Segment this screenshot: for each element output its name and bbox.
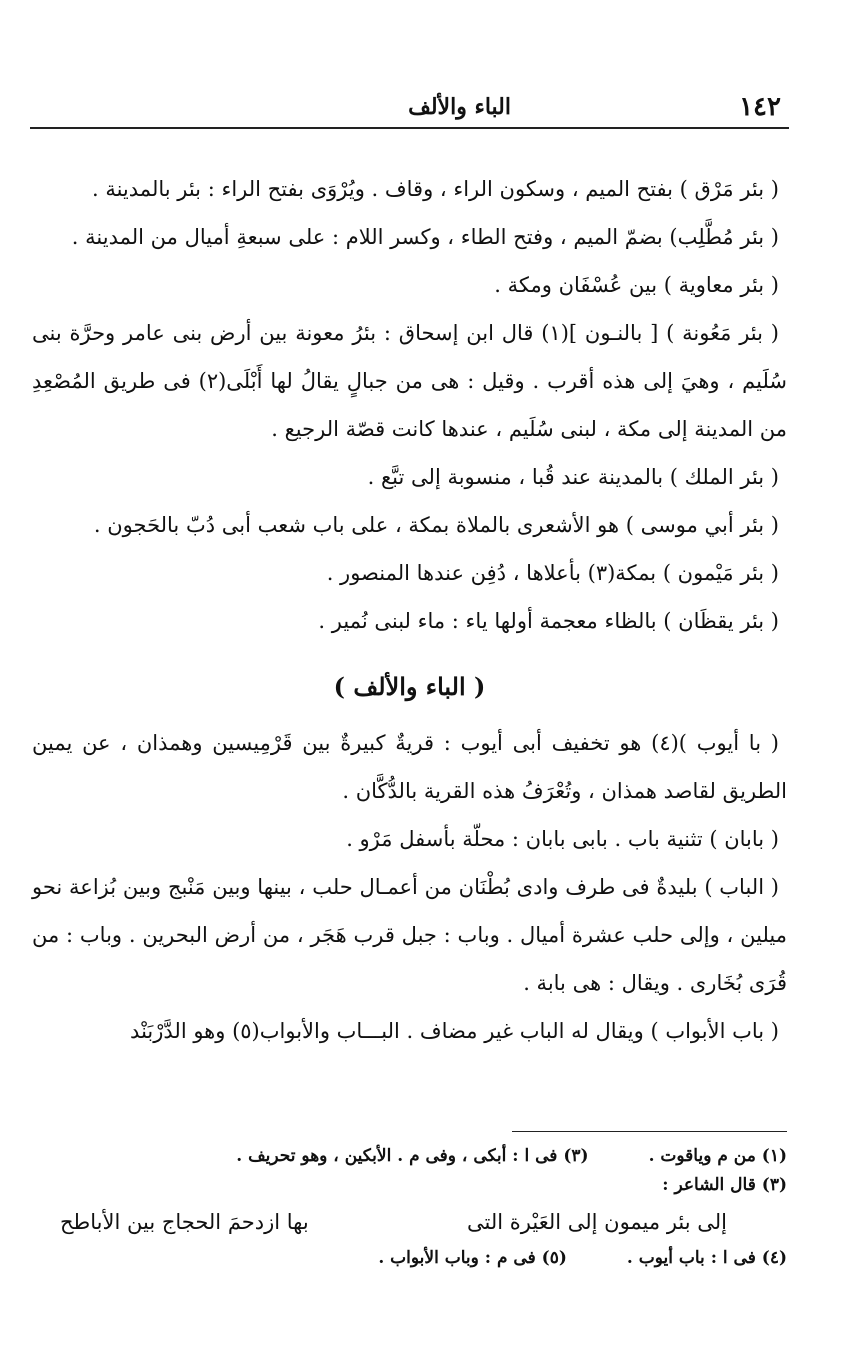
footnote-row xyxy=(60,1142,787,1171)
entry-bir-maymun: ( بئر مَيْمون ) بمكة(٣) بأعلاها ، دُفِن عندها المنصور . xyxy=(326,561,779,585)
verse-first-hemistich: إلى بئر ميمون إلى العَيْرة التى xyxy=(467,1210,727,1234)
main-text xyxy=(32,165,787,1055)
footnote-rule xyxy=(512,1131,787,1132)
entry-bir-muttalib: ( بئر مُطَّلِب) بضمّ الميم ، وفتح الطاء ، وكسر اللام : على سبعةِ أميال من المدينة . xyxy=(71,225,779,249)
entry-bir-yaqzan: ( بئر يقظَان ) بالظاء معجمة أولها ياء : ماء لبنى نُمير . xyxy=(318,609,779,633)
footnote-row xyxy=(60,1244,787,1273)
entry-bir-mauna: ( بئر مَعُونة ) [ بالنـون ](١) قال ابن إسحاق : بئرُ معونة بين أرض بنى عامر وحرَّة بنى سُلَيم ، وهيَ إلى هذه أقرب . وقيل : هى من جبالٍ يقالُ لها أَبْلَى(٢) فى طريق المُصْعِدِ من المدينة إلى مكة ، لبنى سُلَيم ، عندها كانت قصّة الرجيع . xyxy=(32,321,787,441)
entry-ba-ayyub: ( با أيوب )(٤) هو تخفيف أبى أيوب : قريةٌ كبيرةٌ بين قَرْمِيسين وهمذان ، عن يمين الطريق لقاصد همذان ، وتُعْرَفُ هذه القرية بالدُّكَّان . xyxy=(32,731,787,803)
page-number: ١٤٢ xyxy=(739,92,781,122)
entry-baban: ( بابان ) تثنية باب . بابى بابان : محلّة بأسفل مَرْو . xyxy=(346,827,779,851)
footnote-2: (٣) فى ا : أبكى ، وفى م . الأبكين ، وهو تحريف . xyxy=(236,1146,589,1166)
poem-verse xyxy=(60,1200,787,1244)
footnote-3: (٣) قال الشاعر : xyxy=(662,1175,787,1195)
running-title: الباء والألف xyxy=(408,94,511,120)
entry-bir-abi-musa: ( بئر أبي موسى ) هو الأشعرى بالملاة بمكة ، على باب شعب أبى دُبّ بالحَجون . xyxy=(93,513,779,537)
footnote-row xyxy=(60,1171,787,1200)
entry-bir-muawiya: ( بئر معاوية ) بين عُسْفَان ومكة . xyxy=(494,273,779,297)
section-heading: ( الباء والألف ) xyxy=(333,672,486,701)
footnote-4: (٤) فى ا : باب أيوب . xyxy=(626,1248,787,1268)
page-header xyxy=(30,92,789,126)
entry-bir-al-malik: ( بئر الملك ) بالمدينة عند قُبا ، منسوبة إلى تبَّع . xyxy=(367,465,779,489)
entry-bab-al-abwab: ( باب الأبواب ) ويقال له الباب غير مضاف . البـــاب والأبواب(٥) وهو الدَّرْبَنْد xyxy=(130,1019,779,1043)
footnote-5: (٥) فى م : وباب الأبواب . xyxy=(378,1248,567,1268)
header-rule xyxy=(30,127,789,129)
entry-bir-marq: ( بئر مَرْق ) بفتح الميم ، وسكون الراء ، وقاف . ويُرْوَى بفتح الراء : بئر بالمدينة . xyxy=(91,177,779,201)
verse-second-hemistich: بها ازدحمَ الحجاج بين الأباطح xyxy=(60,1210,309,1234)
footnotes xyxy=(60,1142,787,1273)
footnote-1: (١) من م وياقوت . xyxy=(648,1146,787,1166)
entry-al-bab: ( الباب ) بليدةٌ فى طرف وادى بُطْنَان من أعمـال حلب ، بينها وبين مَنْبج وبين بُزاعة نحو ميلين ، وإلى حلب عشرة أميال . وباب : جبل قرب هَجَر ، من أرض البحرين . وباب : من قُرَى بُخَارى . ويقال : هى بابة . xyxy=(32,875,787,995)
